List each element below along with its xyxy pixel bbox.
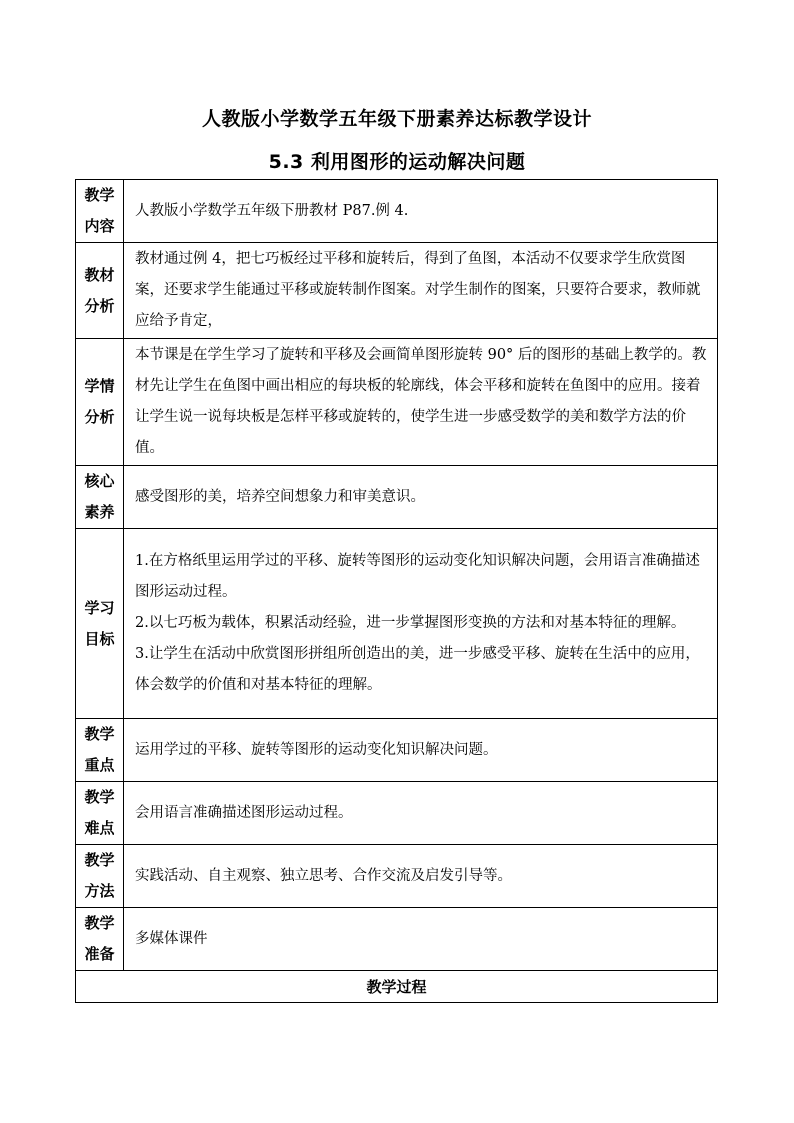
objective-item: 1.在方格纸里运用学过的平移、旋转等图形的运动变化知识解决问题，会用语言准确描述图形运动过程。 <box>135 553 700 600</box>
table-row <box>76 971 718 1003</box>
table-row <box>76 845 718 908</box>
row-content: 人教版小学数学五年级下册教材 P87.例 4. <box>124 180 718 243</box>
table-row <box>76 339 718 466</box>
row-content: 实践活动、自主观察、独立思考、合作交流及启发引导等。 <box>124 845 718 908</box>
row-label: 教学 内容 <box>76 180 124 243</box>
row-content: 感受图形的美，培养空间想象力和审美意识。 <box>124 466 718 529</box>
row-label: 学情 分析 <box>76 339 124 466</box>
row-label: 学习 目标 <box>76 529 124 719</box>
table-row <box>76 243 718 339</box>
table-row <box>76 719 718 782</box>
row-content: 教材通过例 4，把七巧板经过平移和旋转后，得到了鱼图，本活动不仅要求学生欣赏图案，还要求学生能通过平移或旋转制作图案。对学生制作的图案，只要符合要求，教师就应给予肯定， <box>124 243 718 339</box>
row-label: 教材 分析 <box>76 243 124 339</box>
row-content: 运用学过的平移、旋转等图形的运动变化知识解决问题。 <box>124 719 718 782</box>
table-row <box>76 529 718 719</box>
teaching-process-header: 教学过程 <box>76 971 718 1003</box>
table-row <box>76 908 718 971</box>
row-content: 多媒体课件 <box>124 908 718 971</box>
row-label: 核心 素养 <box>76 466 124 529</box>
row-label: 教学 准备 <box>76 908 124 971</box>
objective-item: 3.让学生在活动中欣赏图形拼组所创造出的美，进一步感受平移、旋转在生活中的应用，体会数学的价值和对基本特征的理解。 <box>135 646 700 693</box>
row-content <box>124 529 718 719</box>
row-label: 教学 重点 <box>76 719 124 782</box>
table-row <box>76 466 718 529</box>
row-content: 会用语言准确描述图形运动过程。 <box>124 782 718 845</box>
row-content: 本节课是在学生学习了旋转和平移及会画简单图形旋转 90° 后的图形的基础上教学的。教材先让学生在鱼图中画出相应的每块板的轮廓线，体会平移和旋转在鱼图中的应用。接着让学生说一说每块板是怎样平移或旋转的，使学生进一步感受数学的美和数学方法的价值。 <box>124 339 718 466</box>
lesson-subtitle: 5.3 利用图形的运动解决问题 <box>268 151 526 173</box>
row-label: 教学 难点 <box>76 782 124 845</box>
document-title: 人教版小学数学五年级下册素养达标教学设计 <box>201 108 592 130</box>
row-label: 教学 方法 <box>76 845 124 908</box>
table-row <box>76 782 718 845</box>
objective-item: 2.以七巧板为载体，积累活动经验，进一步掌握图形变换的方法和对基本特征的理解。 <box>135 615 686 631</box>
table-row <box>76 180 718 243</box>
lesson-plan-table <box>75 179 718 1003</box>
